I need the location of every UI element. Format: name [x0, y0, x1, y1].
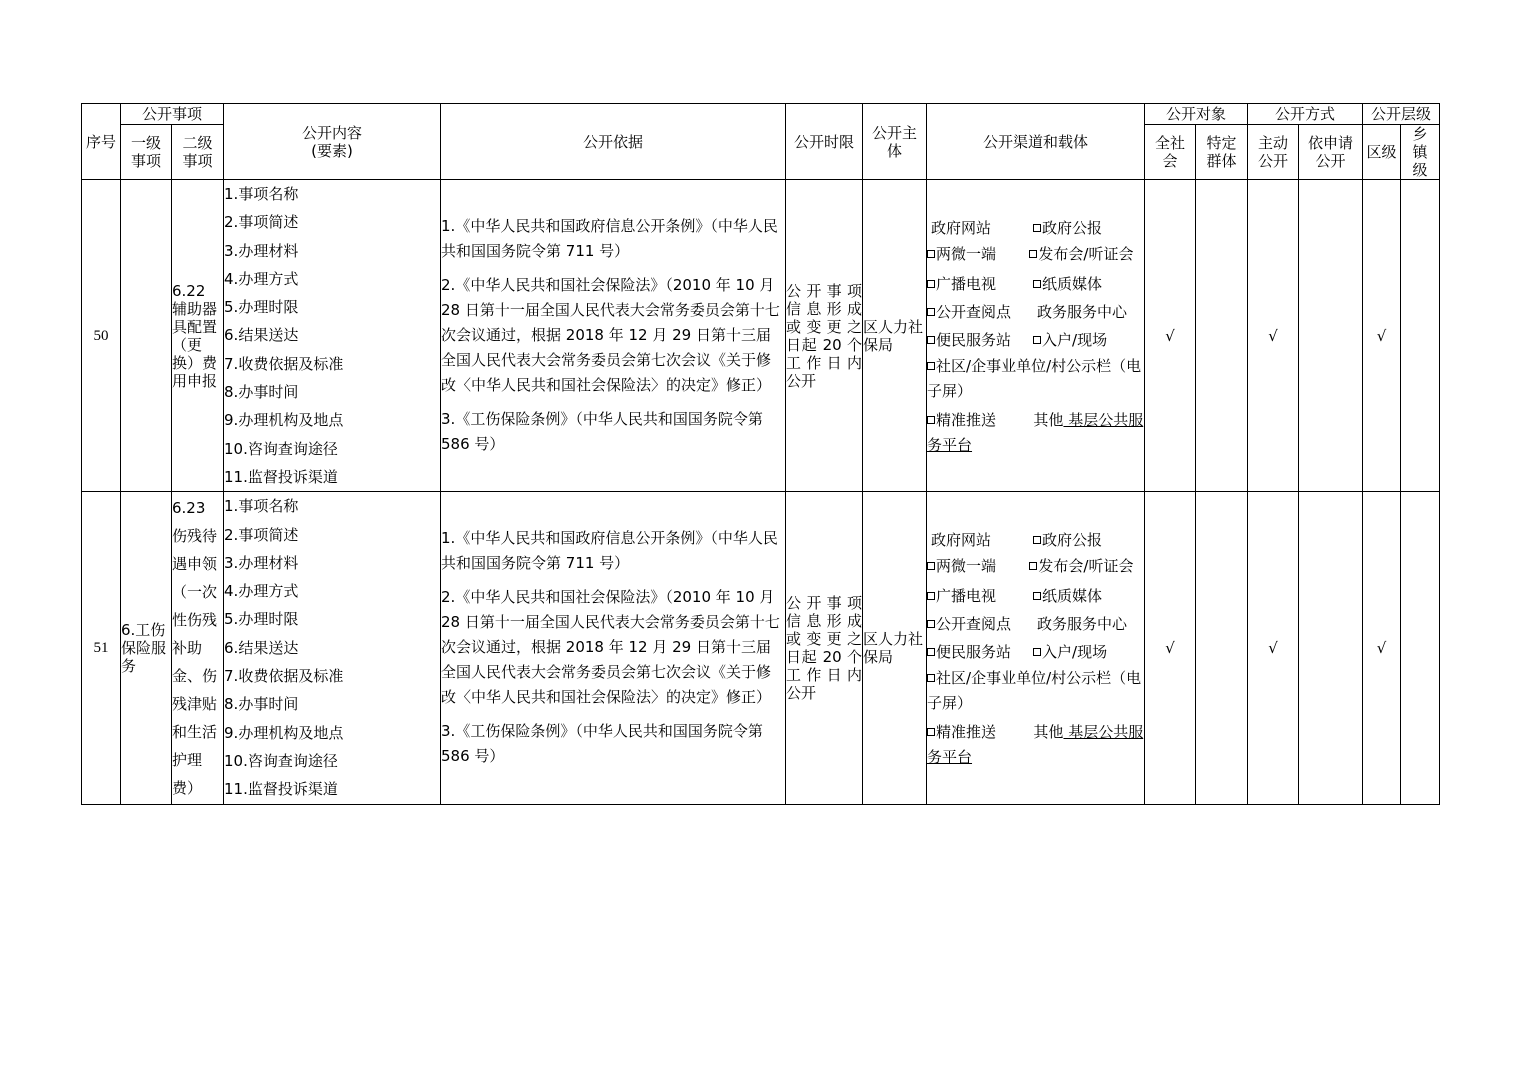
- content-item: 6.结果送达: [224, 638, 299, 657]
- content-item: 6.结果送达: [224, 326, 299, 345]
- mark-method-request: [1299, 180, 1363, 492]
- header-level-town: 乡镇级: [1401, 125, 1440, 180]
- mark-method-request: [1299, 492, 1363, 804]
- row-subject: 区人力社保局: [863, 180, 927, 492]
- content-item: 2.事项简述: [224, 213, 299, 232]
- content-item: 9.办理机构及地点: [224, 723, 344, 742]
- header-level-district: 区级: [1363, 125, 1401, 180]
- basis-item: 2.《中华人民共和国社会保险法》（2010 年 10 月 28 日第十一届全国人民代表大会常务委员会第十七次会议通过，根据 2018 年 12 月 29 日第十三届全国人民代表大会常务委员会第七次会议《关于修改〈中华人民共和国社会保险法〉的决定》修正）: [441, 276, 780, 395]
- row-time-limit: 公开事项 信息形成 或变更之 日起 20 个 工作日内 公开: [786, 180, 863, 492]
- checkbox-icon: [1033, 536, 1041, 544]
- content-item: 7.收费依据及标准: [224, 667, 344, 686]
- header-content: 公开内容 (要素): [224, 104, 441, 180]
- mark-method-active: √: [1248, 180, 1299, 492]
- row-level2: 6.22 辅助器具配置（更换）费用申报: [172, 180, 224, 492]
- row-content: [224, 180, 441, 492]
- basis-item: 1.《中华人民共和国政府信息公开条例》（中华人民共和国国务院令第 711 号）: [441, 217, 778, 261]
- basis-item: 3.《工伤保险条例》（中华人民共和国国务院令第 586 号）: [441, 410, 763, 454]
- content-item: 4.办理方式: [224, 269, 299, 288]
- mark-level-town: [1401, 180, 1440, 492]
- header-level2: 二级事项: [172, 125, 224, 180]
- checkbox-icon: [1029, 562, 1037, 570]
- content-item: 4.办理方式: [224, 582, 299, 601]
- header-method-group: 公开方式: [1248, 104, 1363, 125]
- header-level-group: 公开层级: [1363, 104, 1440, 125]
- content-item: 1.事项名称: [224, 185, 299, 203]
- checkbox-icon: [927, 728, 935, 736]
- content-item: 9.办理机构及地点: [224, 411, 344, 430]
- row-time-limit: 公开事项 信息形成 或变更之 日起 20 个 工作日内 公开: [786, 492, 863, 804]
- checkbox-icon: [1033, 224, 1041, 232]
- header-time-limit: 公开时限: [786, 104, 863, 180]
- content-item: 10.咨询查询途径: [224, 751, 338, 770]
- mark-target-all: √: [1145, 492, 1196, 804]
- checkbox-icon: [927, 620, 935, 628]
- header-item-group: 公开事项: [121, 104, 224, 125]
- mark-target-all: √: [1145, 180, 1196, 492]
- checkbox-icon: [927, 362, 935, 370]
- header-target-specific: 特定群体: [1196, 125, 1248, 180]
- content-item: 10.咨询查询途径: [224, 439, 338, 458]
- table-row: [82, 180, 1440, 492]
- mark-target-specific: [1196, 180, 1248, 492]
- row-subject: 区人力社保局: [863, 492, 927, 804]
- row-content: [224, 492, 441, 804]
- header-channels: 公开渠道和载体: [927, 104, 1145, 180]
- content-item: 3.办理材料: [224, 241, 299, 260]
- disclosure-table: [81, 103, 1440, 805]
- content-item: 7.收费依据及标准: [224, 354, 344, 373]
- header-target-group: 公开对象: [1145, 104, 1248, 125]
- checkbox-icon: [1033, 280, 1041, 288]
- header-seq: 序号: [82, 104, 121, 180]
- header-subject: 公开主体: [863, 104, 927, 180]
- checkbox-icon: [927, 592, 935, 600]
- header-method-request: 依申请公开: [1299, 125, 1363, 180]
- content-item: 8.办事时间: [224, 383, 299, 402]
- header-level1: 一级事项: [121, 125, 172, 180]
- header-method-active: 主动公开: [1248, 125, 1299, 180]
- checkbox-icon: [1033, 648, 1041, 656]
- content-item: 3.办理材料: [224, 553, 299, 572]
- basis-item: 1.《中华人民共和国政府信息公开条例》（中华人民共和国国务院令第 711 号）: [441, 529, 778, 573]
- row-seq: 51: [82, 492, 121, 804]
- checkbox-icon: [1033, 336, 1041, 344]
- row-channels: 政府网站 政府公报 两微一端 发布会/听证会 广播电视 纸质媒体 公开查阅点 政务服务中心 便民服务站 入户/现场 社区/企事业单位/村公示栏（电子屏） 精准推送 其他 基层公共服务平台: [927, 180, 1145, 492]
- checkbox-icon: [1029, 250, 1037, 258]
- content-item: 1.事项名称: [224, 497, 299, 516]
- mark-target-specific: [1196, 492, 1248, 804]
- checkbox-icon: [927, 250, 935, 258]
- content-item: 11.监督投诉渠道: [224, 467, 338, 486]
- checkbox-icon: [1033, 592, 1041, 600]
- row-seq: 50: [82, 180, 121, 492]
- row-level2: 6.23 伤残待遇申领（一次性伤残补助金、伤残津贴和生活护理费）: [172, 492, 224, 804]
- checkbox-icon: [927, 280, 935, 288]
- basis-item: 2.《中华人民共和国社会保险法》（2010 年 10 月 28 日第十一届全国人民代表大会常务委员会第十七次会议通过，根据 2018 年 12 月 29 日第十三届全国人民代表大会常务委员会第七次会议《关于修改〈中华人民共和国社会保险法〉的决定》修正）: [441, 588, 780, 707]
- mark-level-district: √: [1363, 180, 1401, 492]
- row-level1: 6.工伤保险服务: [121, 492, 172, 804]
- checkbox-icon: [927, 308, 935, 316]
- header-row-1: [82, 104, 1440, 125]
- checkbox-icon: [927, 336, 935, 344]
- content-item: 8.办事时间: [224, 695, 299, 714]
- mark-level-district: √: [1363, 492, 1401, 804]
- content-item: 2.事项简述: [224, 525, 299, 544]
- content-item: 5.办理时限: [224, 298, 299, 317]
- mark-method-active: √: [1248, 492, 1299, 804]
- checkbox-icon: [927, 562, 935, 570]
- checkbox-icon: [927, 416, 935, 424]
- mark-level-town: [1401, 492, 1440, 804]
- basis-item: 3.《工伤保险条例》（中华人民共和国国务院令第 586 号）: [441, 722, 763, 766]
- header-target-all: 全社会: [1145, 125, 1196, 180]
- content-item: 11.监督投诉渠道: [224, 780, 338, 799]
- checkbox-icon: [927, 648, 935, 656]
- header-basis: 公开依据: [441, 104, 786, 180]
- row-basis: [441, 492, 786, 804]
- row-basis: [441, 180, 786, 492]
- row-level1: [121, 180, 172, 492]
- row-channels: 政府网站 政府公报 两微一端 发布会/听证会 广播电视 纸质媒体 公开查阅点 政务服务中心 便民服务站 入户/现场 社区/企事业单位/村公示栏（电子屏） 精准推送 其他 基层公共服务平台: [927, 492, 1145, 804]
- checkbox-icon: [927, 674, 935, 682]
- content-item: 5.办理时限: [224, 610, 299, 629]
- table-row: [82, 492, 1440, 804]
